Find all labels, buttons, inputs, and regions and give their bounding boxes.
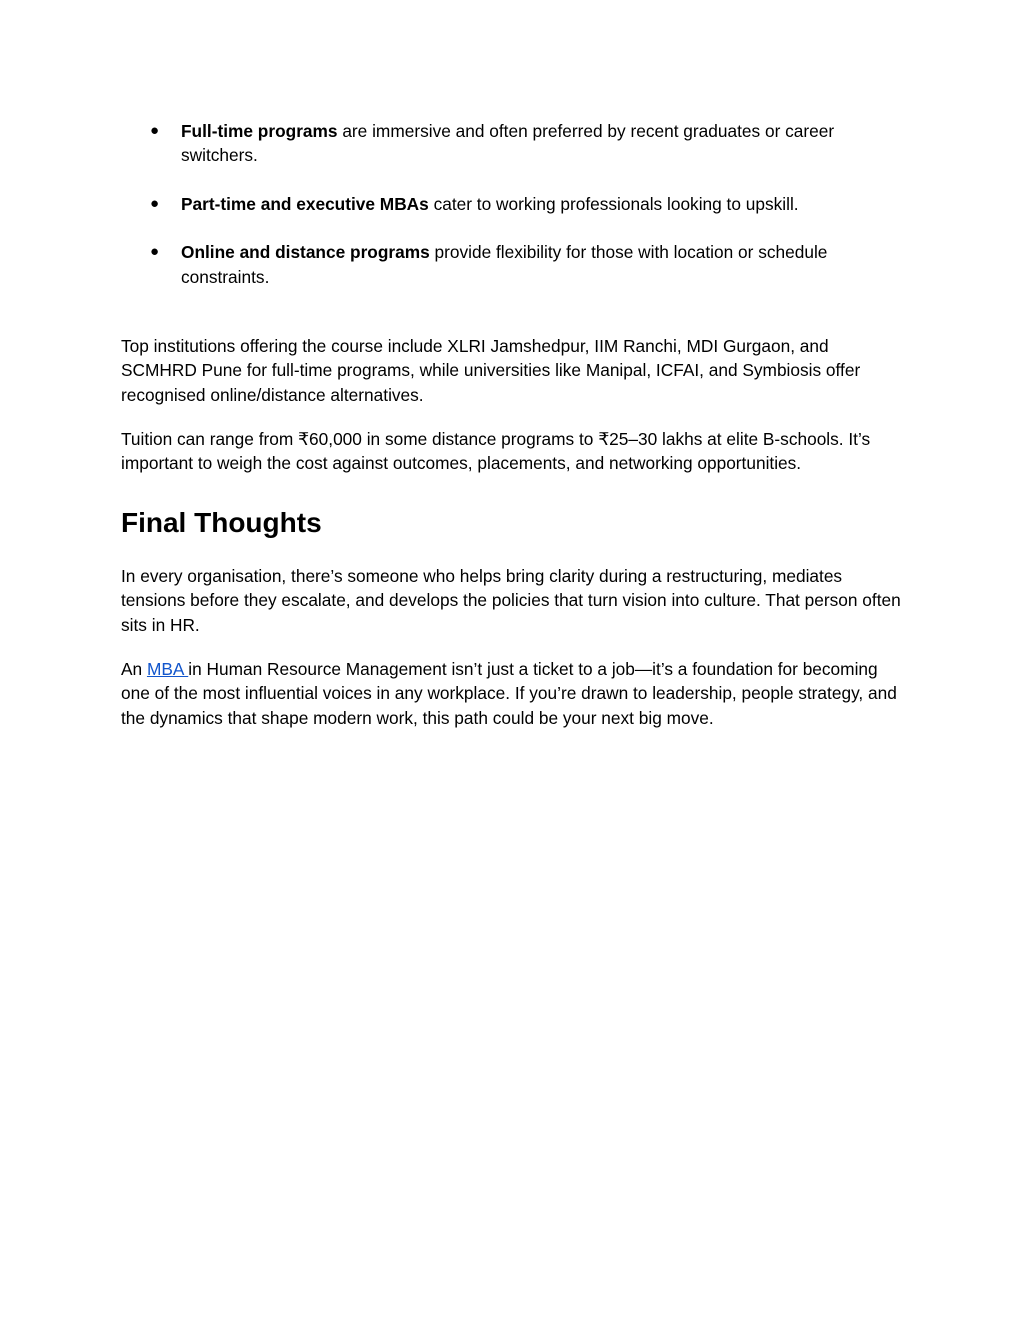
list-item-bold-label: Online and distance programs bbox=[181, 242, 430, 263]
program-types-list bbox=[150, 119, 910, 313]
paragraph-prefix: An bbox=[121, 659, 147, 679]
list-item-online bbox=[150, 240, 910, 289]
final-thoughts-paragraph-1: In every organisation, there’s someone who helps bring clarity during a restructuring, mediates tensions before they escalate, and develops the policies that turn vision into culture. That person often sits in HR. bbox=[121, 566, 901, 635]
final-thoughts-heading: Final Thoughts bbox=[121, 507, 322, 538]
list-item-text: provide flexibility for those with location or schedule constraints. bbox=[181, 242, 828, 287]
bullet-icon: ● bbox=[150, 243, 160, 261]
mba-link[interactable]: MBA bbox=[146, 659, 189, 679]
institutions-paragraph: Top institutions offering the course include XLRI Jamshedpur, IIM Ranchi, MDI Gurgaon, and SCMHRD Pune for full-time programs, while universities like Manipal, ICFAI, and Symbiosis offer recognised online/distance alternatives. bbox=[121, 336, 861, 405]
tuition-paragraph: Tuition can range from ₹60,000 in some distance programs to ₹25–30 lakhs at elite B-schools. It’s important to weigh the cost against outcomes, placements, and networking opportunities. bbox=[121, 429, 871, 474]
final-thoughts-paragraph-2 bbox=[121, 657, 901, 730]
bullet-icon: ● bbox=[150, 194, 160, 212]
list-item-full-time bbox=[150, 119, 910, 168]
list-item-bold-label: Part-time and executive MBAs bbox=[181, 193, 429, 214]
list-item-text: cater to working professionals looking to upskill. bbox=[428, 193, 799, 214]
list-item-part-time bbox=[150, 192, 910, 216]
paragraph-suffix: in Human Resource Management isn’t just a ticket to a job—it’s a foundation for becoming one of the most influential voices in any workplace. If you’re drawn to leadership, people strategy, and the dynamics that shape modern work, this path could be your next big move. bbox=[121, 659, 897, 728]
list-item-bold-label: Full-time programs bbox=[181, 121, 338, 141]
bullet-icon: ● bbox=[150, 122, 160, 139]
list-item-text: are immersive and often preferred by recent graduates or career switchers. bbox=[181, 121, 835, 166]
